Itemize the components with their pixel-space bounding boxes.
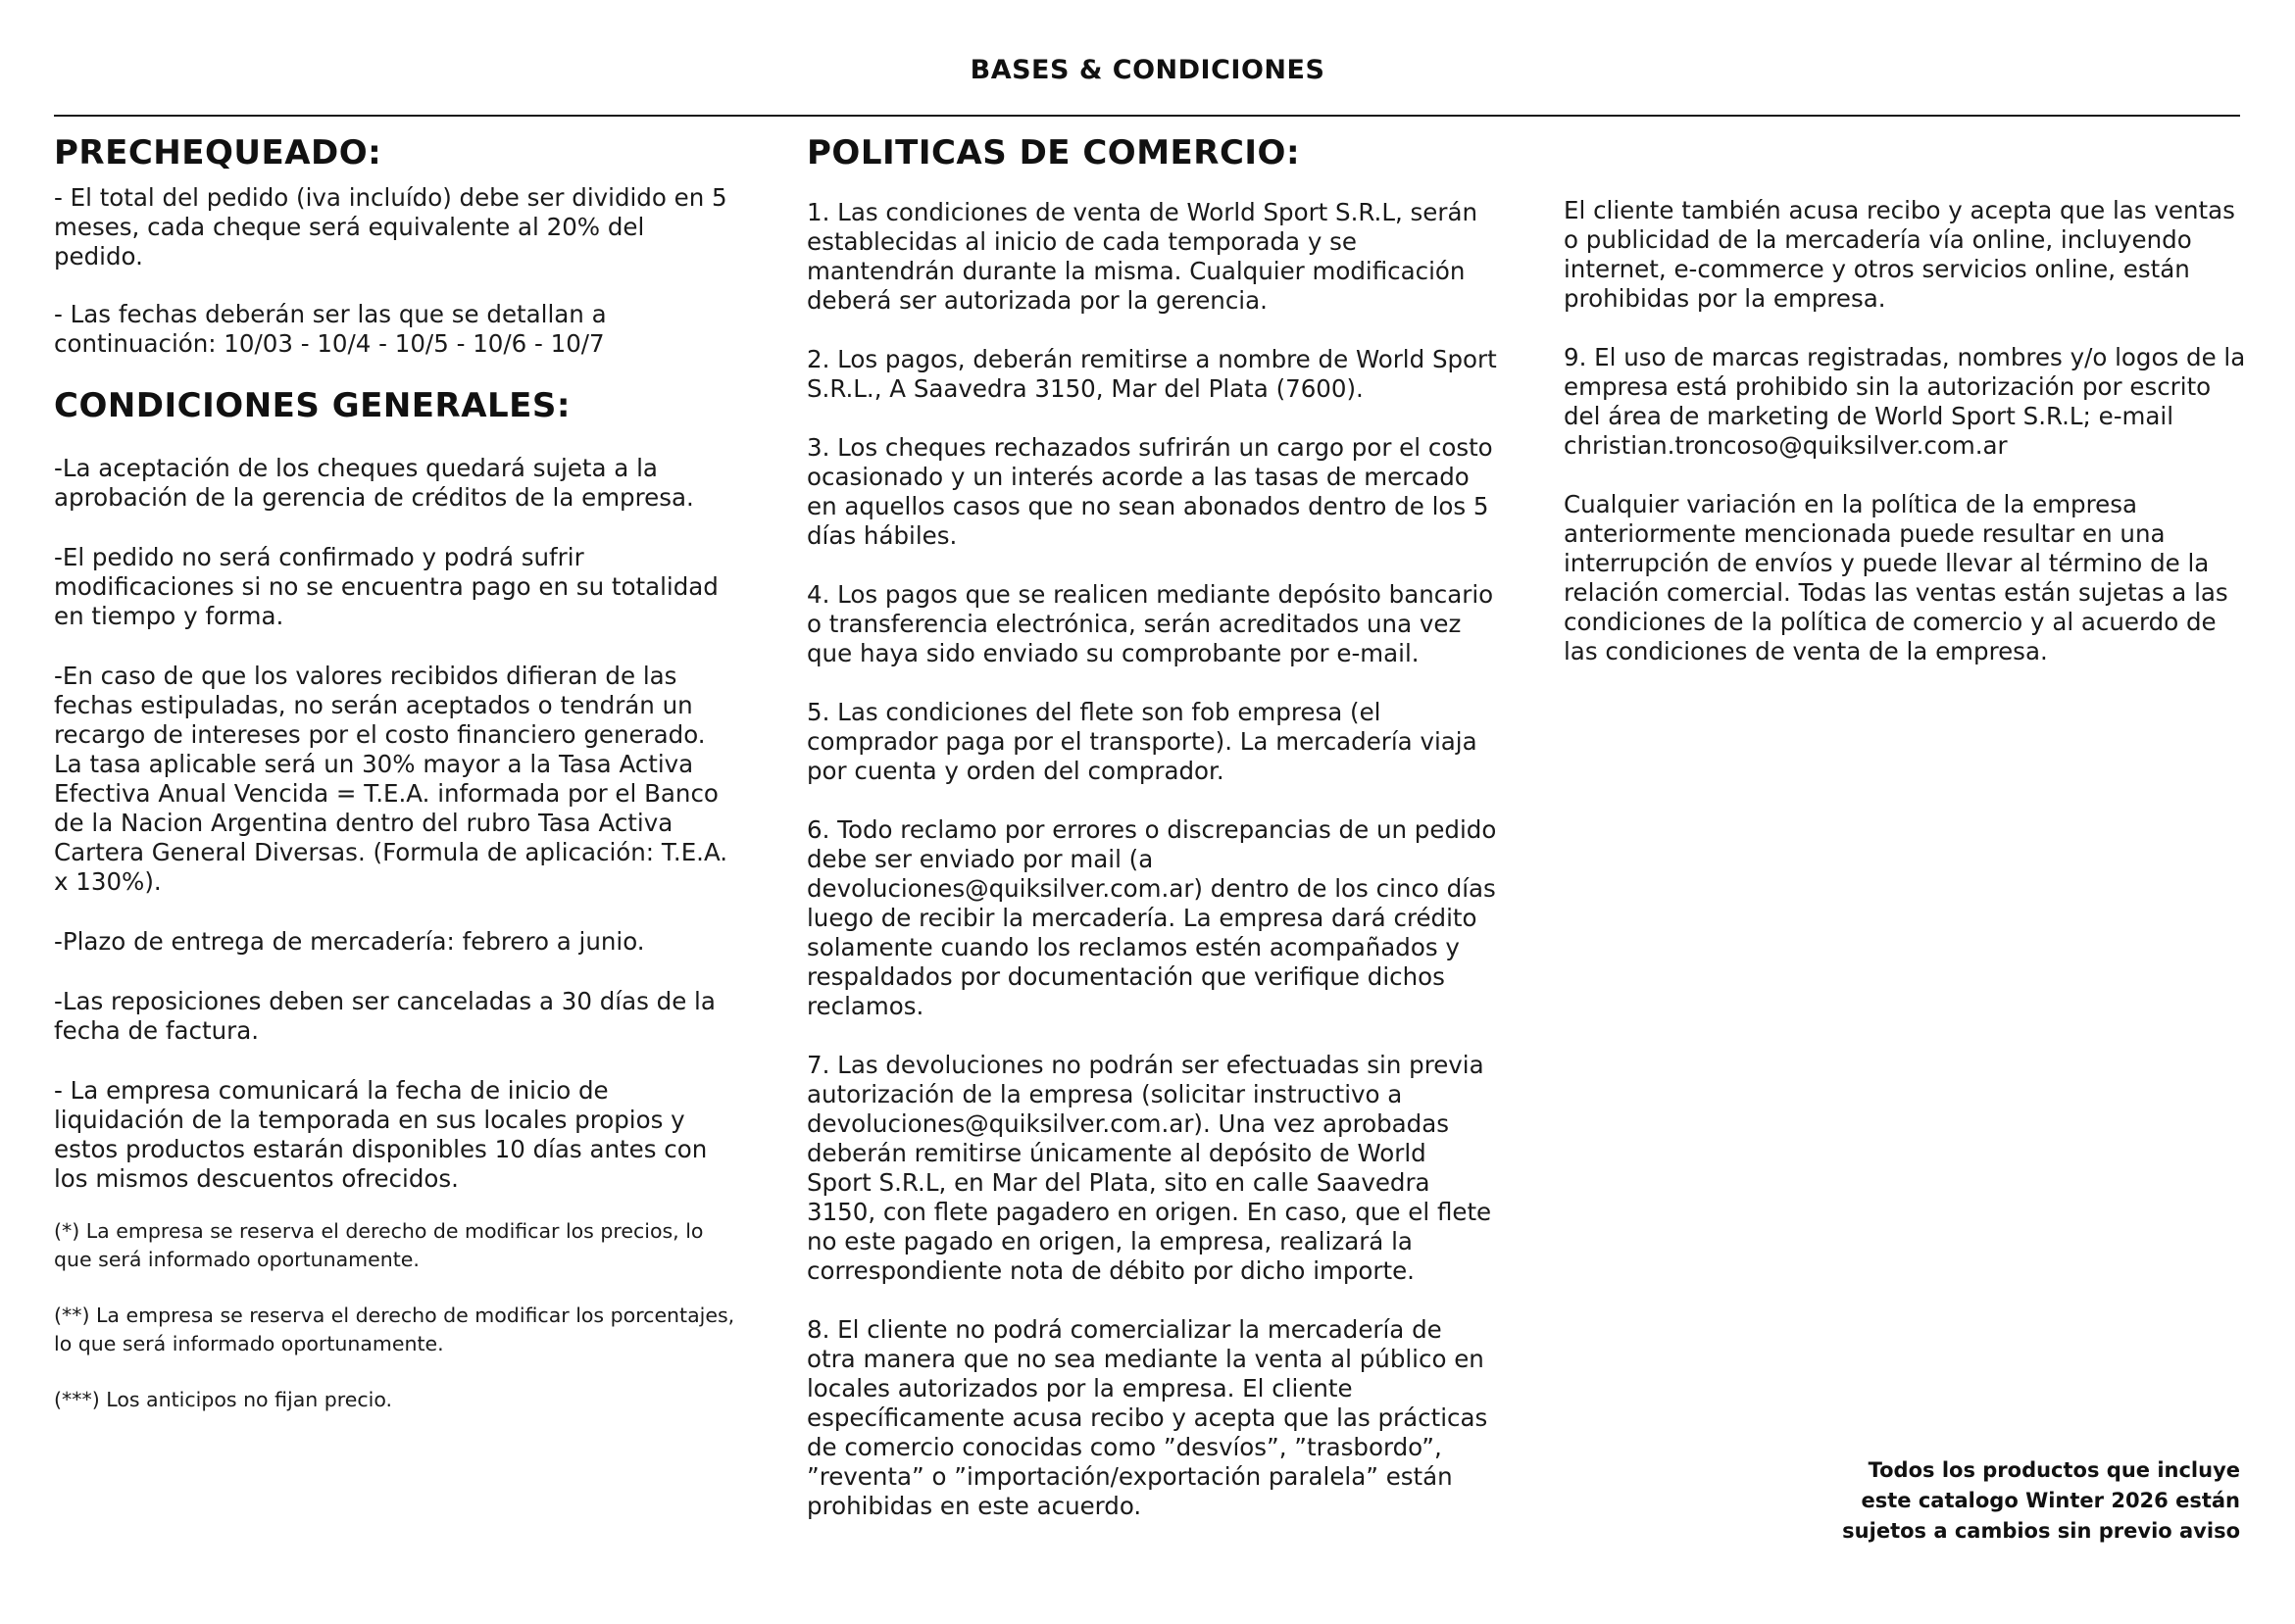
- politica-item: 6. Todo reclamo por errores o discrepancias de un pedido debe ser enviado por mail (a devoluciones@quiksilver.com.ar) dentro de los cinco días luego de recibir la mercadería. La empresa dará crédito solamente cuando los reclamos estén acompañados y respaldados por documentación que verifique dichos reclamos.: [807, 814, 1497, 1020]
- condiciones-paragraph: -La aceptación de los cheques quedará sujeta a la aprobación de la gerencia de créditos de la empresa.: [54, 453, 694, 512]
- politica-item: 7. Las devoluciones no podrán ser efectuadas sin previa autorización de la empresa (solicitar instructivo a devoluciones@quiksilver.com.ar). Una vez aprobadas deberán remitirse únicamente al depósito de World Sport S.R.L, en Mar del Plata, sito en calle Saavedra 3150, con flete pagadero en origen. En caso, que el flete no este pagado en origen, la empresa, realizará la correspondiente nota de débito por dicho importe.: [807, 1050, 1492, 1285]
- condiciones-paragraph: -Plazo de entrega de mercadería: febrero a junio.: [54, 926, 645, 956]
- prechequeado-paragraph: - El total del pedido (iva incluído) debe ser dividido en 5 meses, cada cheque será equivalente al 20% del pedido.: [54, 182, 727, 271]
- disclaimer-line: sujetos a cambios sin previo aviso: [1842, 1519, 2240, 1543]
- politica-item: 8. El cliente no podrá comercializar la mercadería de otra manera que no sea mediante la venta al público en locales autorizados por la empresa. El cliente específicamente acusa recibo y acepta que las prácticas de comercio conocidas como ”desvíos”, ”trasbordo”, ”reventa” o ”importación/exportación paralela” están prohibidas en este acuerdo.: [807, 1314, 1488, 1520]
- header-divider: [54, 115, 2240, 117]
- section-title-prechequeado: PRECHEQUEADO:: [54, 133, 382, 172]
- condiciones-paragraph: -El pedido no será confirmado y podrá sufrir modificaciones si no se encuentra pago en su totalidad en tiempo y forma.: [54, 542, 719, 630]
- disclaimer-line: Todos los productos que incluye: [1868, 1458, 2240, 1482]
- politica-item: 1. Las condiciones de venta de World Sport S.R.L, serán establecidas al inicio de cada temporada y se mantendrán durante la misma. Cualquier modificación deberá ser autorizada por la gerencia.: [807, 197, 1477, 315]
- footnote: (***) Los anticipos no fijan precio.: [54, 1387, 393, 1411]
- politica-item: 2. Los pagos, deberán remitirse a nombre de World Sport S.R.L., A Saavedra 3150, Mar del Plata (7600).: [807, 344, 1497, 403]
- prechequeado-paragraph: - Las fechas deberán ser las que se detallan a continuación: 10/03 - 10/4 - 10/5 - 10/6 - 10/7: [54, 299, 607, 358]
- catalog-disclaimer: [1828, 1455, 2240, 1547]
- politica-item: 3. Los cheques rechazados sufrirán un cargo por el costo ocasionado y un interés acorde a las tasas de mercado en aquellos casos que no sean abonados dentro de los 5 días hábiles.: [807, 432, 1493, 550]
- section-title-condiciones: CONDICIONES GENERALES:: [54, 385, 571, 425]
- page-title: BASES & CONDICIONES: [970, 55, 1325, 85]
- condiciones-paragraph: - La empresa comunicará la fecha de inicio de liquidación de la temporada en sus locales propios y estos productos estarán disponibles 10 días antes con los mismos descuentos ofrecidos.: [54, 1075, 708, 1193]
- politica-continued: El cliente también acusa recibo y acepta que las ventas o publicidad de la mercadería vía online, incluyendo internet, e-commerce y otros servicios online, están prohibidas por la empresa.: [1564, 196, 2235, 313]
- condiciones-paragraph: -Las reposiciones deben ser canceladas a 30 días de la fecha de factura.: [54, 986, 716, 1045]
- column-middle: [807, 133, 1498, 1521]
- section-title-politicas: POLITICAS DE COMERCIO:: [807, 133, 1301, 172]
- politica-continued: Cualquier variación en la política de la empresa anteriormente mencionada puede resultar en una interrupción de envíos y puede llevar al término de la relación comercial. Todas las ventas están sujetas a las condiciones de la política de comercio y al acuerdo de las condiciones de venta de la empresa.: [1564, 490, 2228, 665]
- condiciones-paragraph: -En caso de que los valores recibidos difieran de las fechas estipuladas, no serán aceptados o tendrán un recargo de intereses por el costo financiero generado. La tasa aplicable será un 30% mayor a la Tasa Activa Efectiva Anual Vencida = T.E.A. informada por el Banco de la Nacion Argentina dentro del rubro Tasa Activa Cartera General Diversas. (Formula de aplicación: T.E.A. x 130%).: [54, 661, 728, 896]
- disclaimer-line: este catalogo Winter 2026 están: [1861, 1489, 2240, 1512]
- politica-item: 5. Las condiciones del flete son fob empresa (el comprador paga por el transporte). La mercadería viaja por cuenta y orden del comprador.: [807, 697, 1477, 785]
- politica-continued: 9. El uso de marcas registradas, nombres y/o logos de la empresa está prohibido sin la autorización por escrito del área de marketing de World Sport S.R.L; e-mail christian.troncoso@quiksilver.com.ar: [1564, 343, 2246, 460]
- footnote: (*) La empresa se reserva el derecho de modificar los precios, lo que será informado oportunamente.: [54, 1218, 704, 1271]
- footnote: (**) La empresa se reserva el derecho de modificar los porcentajes, lo que será informado oportunamente.: [54, 1303, 735, 1355]
- column-left: [54, 133, 740, 1414]
- politica-item: 4. Los pagos que se realicen mediante depósito bancario o transferencia electrónica, serán acreditados una vez que haya sido enviado su comprobante por e-mail.: [807, 579, 1494, 667]
- column-right: [1564, 196, 2250, 666]
